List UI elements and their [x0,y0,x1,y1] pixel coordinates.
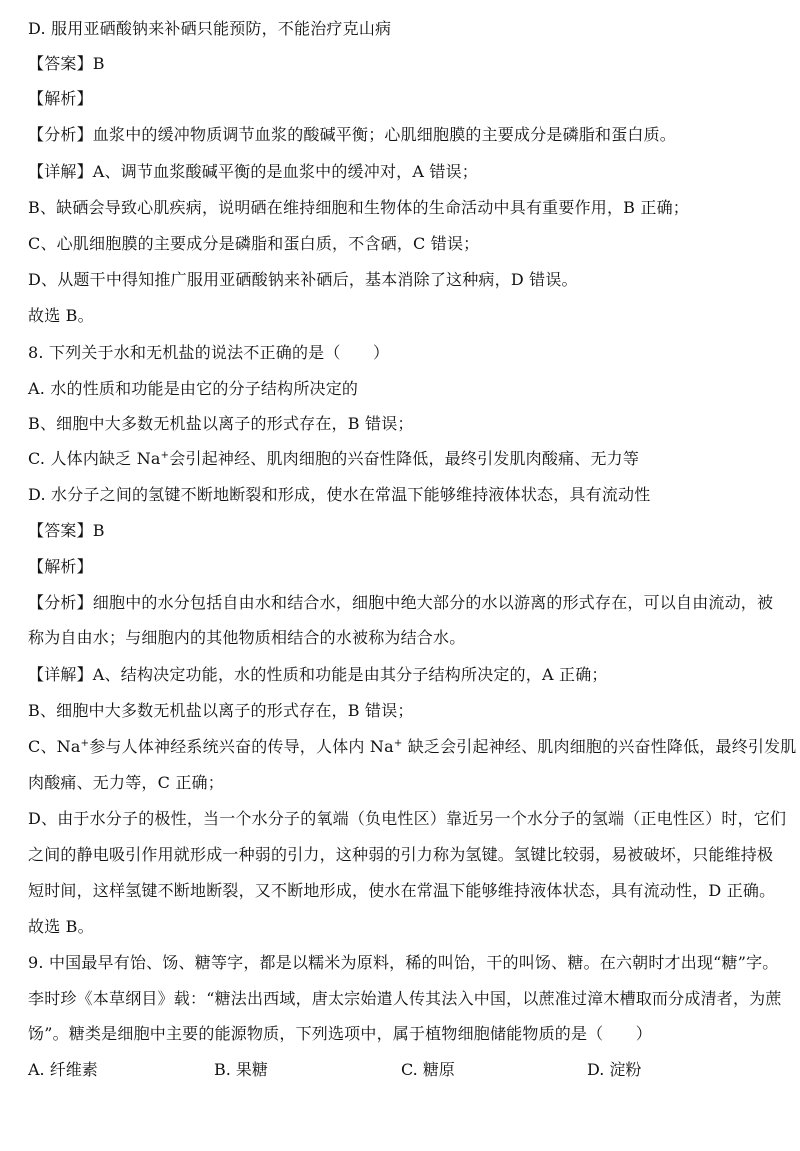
q8-detail-c-1c: 缺乏会引起神经、肌肉细胞的兴奋性降低，最终引发肌 [402,737,797,756]
q8-option-b: B、细胞中大多数无机盐以离子的形式存在，B 错误； [28,414,414,433]
q9-option-d: D. 淀粉 [587,1060,642,1079]
q7-conclusion: 故选 B。 [28,306,94,325]
q7-detail-b: B、缺硒会导致心肌疾病，说明硒在维持细胞和生物体的生命活动中具有重要作用，B 正确； [28,198,690,217]
sodium-superscript: + [160,450,170,461]
q8-option-c-post: 会引起神经、肌肉细胞的兴奋性降低，最终引发肌肉酸痛、无力等 [169,449,640,468]
sodium-superscript: + [80,738,90,749]
q8-analysis-summary-1: 【分析】细胞中的水分包括自由水和结合水，细胞中绝大部分的水以游离的形式存在，可以自由流动，被 [28,593,774,612]
q7-option-d: D. 服用亚硒酸钠来补硒只能预防，不能治疗克山病 [28,19,392,38]
q7-analysis-summary: 【分析】血浆中的缓冲物质调节血浆的酸碱平衡；心肌细胞膜的主要成分是磷脂和蛋白质。 [28,125,677,144]
q8-detail-d-1: D、由于水分子的极性，当一个水分子的氧端（负电性区）靠近另一个水分子的氢端（正电性区）时，它们 [28,809,787,828]
q7-detail-c: C、心肌细胞膜的主要成分是磷脂和蛋白质，不含硒，C 错误； [28,234,480,253]
q7-analysis-label: 【解析】 [28,89,93,108]
q8-option-c [28,448,639,470]
q9-stem-1: 9. 中国最早有饴、饧、糖等字，都是以糯米为原料，稀的叫饴，干的叫饧、糖。在六朝时才出现“糖”字。 [28,953,779,972]
q8-option-a: A. 水的性质和功能是由它的分子结构所决定的 [28,379,359,398]
q8-analysis-label: 【解析】 [28,557,93,576]
q8-detail-d-2: 之间的静电吸引作用就形成一种弱的引力，这种弱的引力称为氢键。氢键比较弱，易被破坏，只能维持极 [28,845,774,864]
sodium-superscript: + [393,738,403,749]
q7-detail-d: D、从题干中得知推广服用亚硒酸钠来补硒后，基本消除了这种病，D 错误。 [28,270,578,289]
q8-detail-c-1a: C、Na [28,737,81,756]
q9-option-a: A. 纤维素 [28,1060,98,1079]
q9-stem-2: 李时珍《本草纲目》载：“糖法出西域，唐太宗始遣人传其法入中国，以蔗准过漳木槽取而分成清者，为蔗 [28,989,782,1008]
q9-option-c: C. 糖原 [401,1060,455,1079]
q8-detail-c-1b: 参与人体神经系统兴奋的传导，人体内 Na [89,737,394,756]
q8-detail-b: B、细胞中大多数无机盐以离子的形式存在，B 错误； [28,701,414,720]
q9-stem-3: 饧”。糖类是细胞中主要的能源物质，下列选项中，属于植物细胞储能物质的是（ ） [28,1024,652,1043]
q8-conclusion: 故选 B。 [28,917,94,936]
q8-detail-d-3: 短时间，这样氢键不断地断裂，又不断地形成，使水在常温下能够维持液体状态，具有流动性，D 正确。 [28,881,776,900]
q7-answer: 【答案】B [28,54,105,73]
q8-answer: 【答案】B [28,521,105,540]
q8-detail-a: 【详解】A、结构决定功能，水的性质和功能是由其分子结构所决定的，A 正确； [28,665,608,684]
q7-detail-a: 【详解】A、调节血浆酸碱平衡的是血浆中的缓冲对，A 错误； [28,162,478,181]
q9-option-b: B. 果糖 [214,1060,268,1079]
q8-detail-c-1 [28,736,797,758]
q8-option-c-pre: C. 人体内缺乏 Na [28,449,161,468]
q8-stem: 8. 下列关于水和无机盐的说法不正确的是（ ） [28,343,390,362]
q8-analysis-summary-2: 称为自由水；与细胞内的其他物质相结合的水被称为结合水。 [28,628,466,647]
q8-detail-c-2: 肉酸痛、无力等，C 正确； [28,773,224,792]
q9-options [28,1059,728,1081]
q8-option-d: D. 水分子之间的氢键不断地断裂和形成，使水在常温下能够维持液体状态，具有流动性 [28,485,651,504]
